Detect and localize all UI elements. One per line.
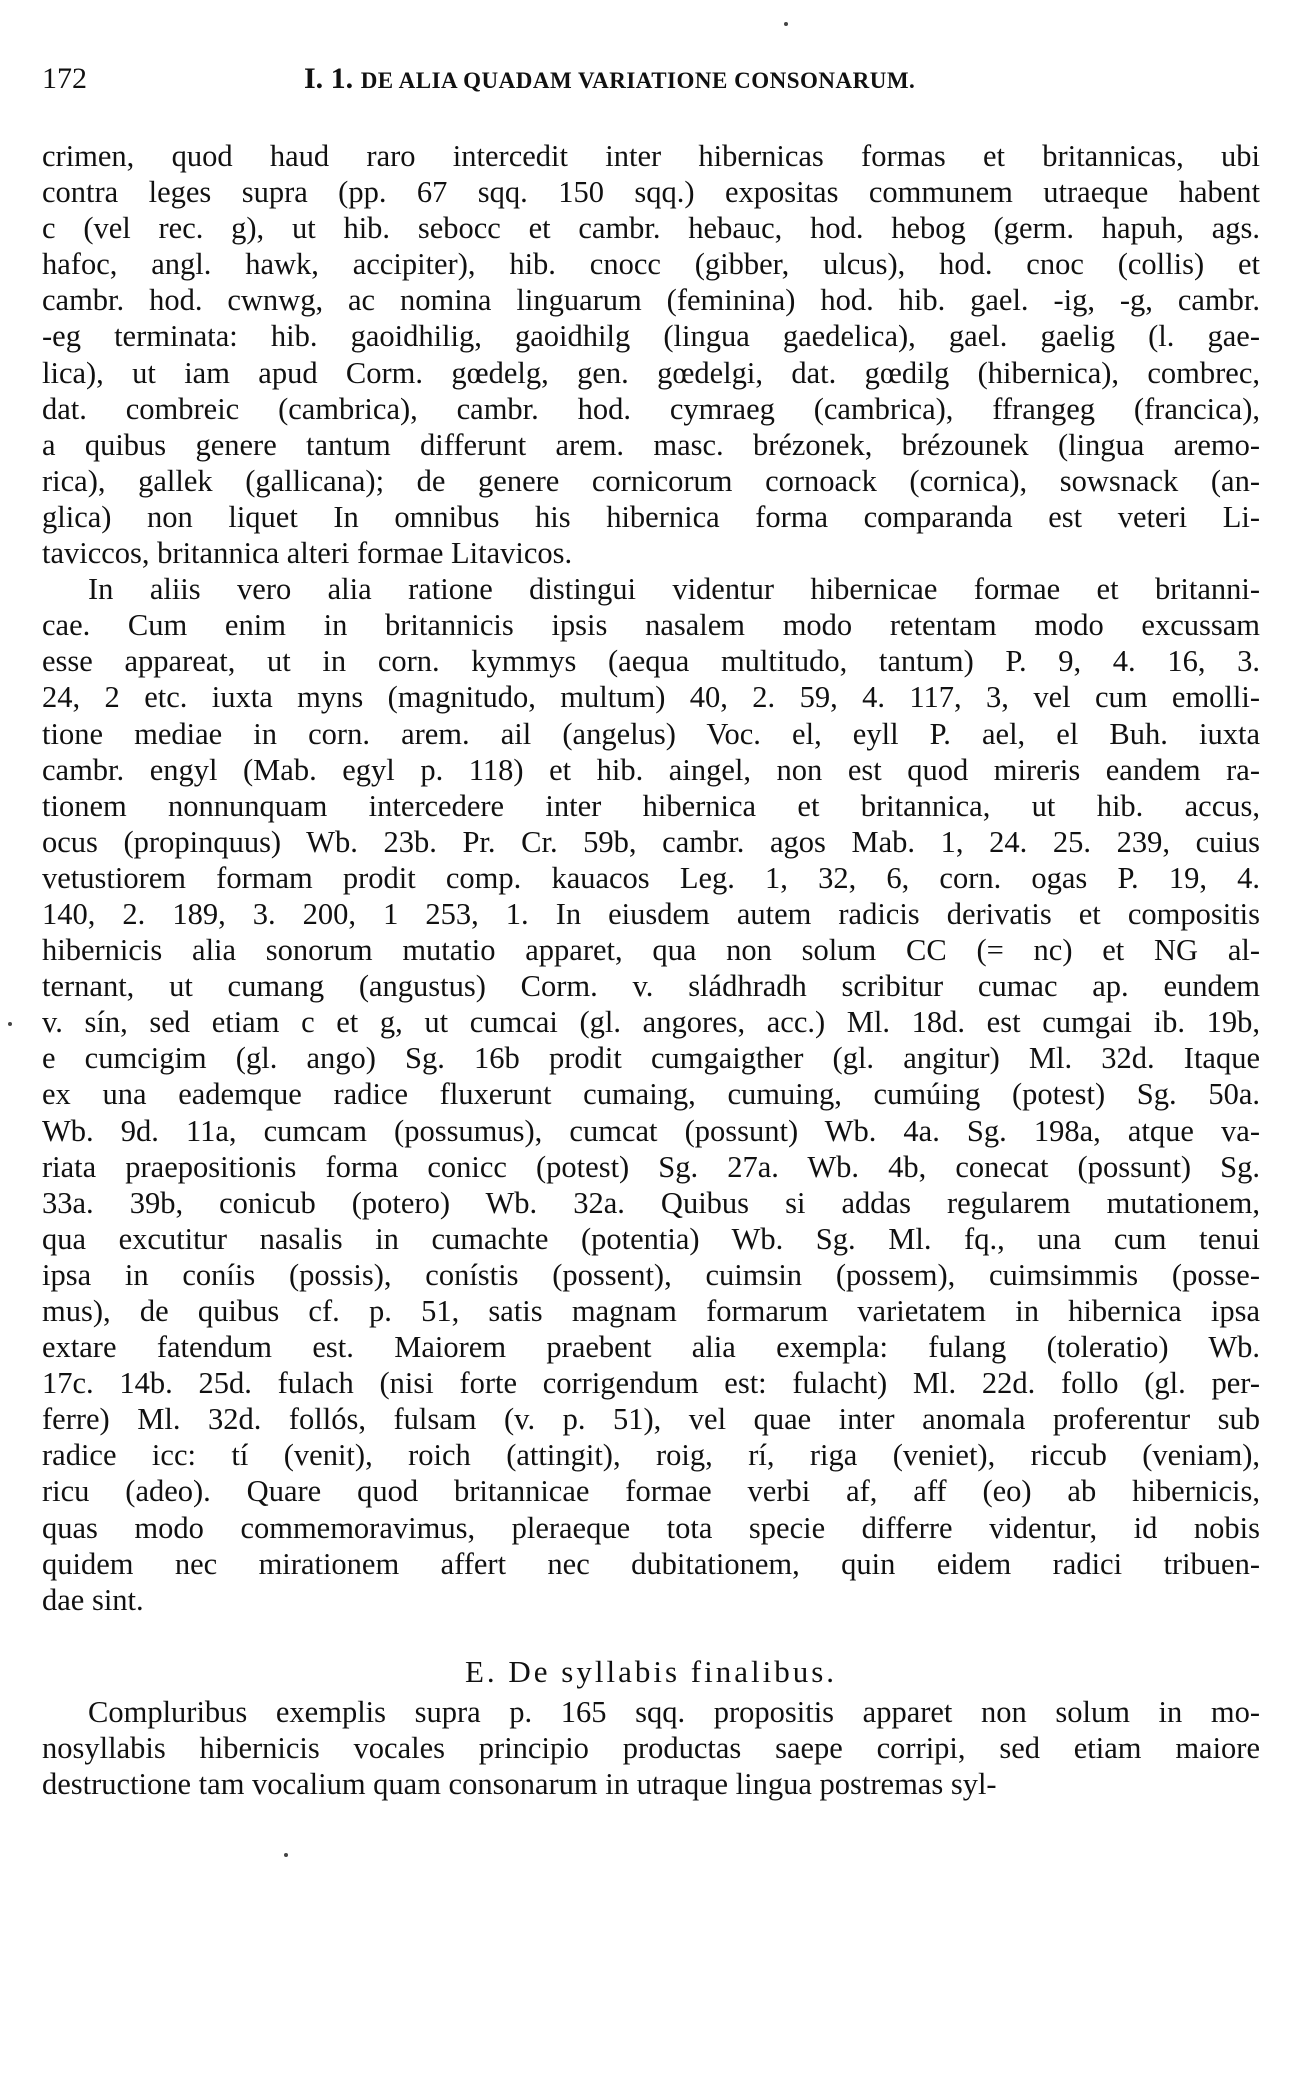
text-line: ex una eademque radice fluxerunt cumaing, cumuing, cumúing (potest) Sg. 50a. [42,1077,1260,1112]
text-line: glica) non liquet In omnibus his hibernica forma comparanda est veteri Li- [42,499,1260,534]
text-line: destructione tam vocalium quam consonarum in utraque lingua postremas syl- [42,1767,997,1802]
text-line: qua excutitur nasalis in cumachte (potentia) Wb. Sg. Ml. fq., una cum tenui [42,1221,1260,1256]
text-line: riata praepositionis forma conicc (potest) Sg. 27a. Wb. 4b, conecat (possunt) Sg. [42,1149,1260,1184]
text-line: esse appareat, ut in corn. kymmys (aequa multitudo, tantum) P. 9, 4. 16, 3. [42,644,1260,679]
printer-speck [8,1022,12,1026]
section-spacer [42,1618,1260,1654]
text-line: mus), de quibus cf. p. 51, satis magnam formarum varietatem in hibernica ipsa [42,1294,1260,1328]
text-line: ocus (propinquus) Wb. 23b. Pr. Cr. 59b, cambr. agos Mab. 1, 24. 25. 239, cuius [42,824,1260,859]
text-line: c (vel rec. g), ut hib. sebocc et cambr. hebauc, hod. hebog (germ. hapuh, ags. [42,211,1260,246]
text-line: lica), ut iam apud Corm. gœdelg, gen. gœdelgi, dat. gœdilg (hibernica), combrec, [42,355,1260,390]
text-line: cambr. engyl (Mab. egyl p. 118) et hib. aingel, non est quod mireris eandem ra- [42,752,1260,787]
text-line: Wb. 9d. 11a, cumcam (possumus), cumcat (possunt) Wb. 4a. Sg. 198a, atque va- [42,1113,1260,1148]
printer-speck [284,1853,288,1857]
text-line: nosyllabis hibernicis vocales principio productas saepe corripi, sed etiam maiore [42,1730,1260,1765]
text-line: vetustiorem formam prodit comp. kauacos Leg. 1, 32, 6, corn. ogas P. 19, 4. [42,860,1260,895]
chapter-number: I. 1. [304,62,354,95]
text-line: 33a. 39b, conicub (potero) Wb. 32a. Quibus si addas regularem mutationem, [42,1185,1260,1220]
printer-speck [784,22,788,26]
section-heading: E. De syllabis finalibus. [464,1653,838,1689]
text-line: hafoc, angl. hawk, accipiter), hib. cnocc (gibber, ulcus), hod. cnoc (collis) et [42,247,1260,282]
text-line: taviccos, britannica alteri formae Litavicos. [42,536,573,571]
text-line: a quibus genere tantum differunt arem. masc. brézonek, brézounek (lingua aremo- [42,427,1260,462]
text-line: hibernicis alia sonorum mutatio apparet, qua non solum CC (= nc) et NG al- [42,933,1260,968]
text-line: e cumcigim (gl. ango) Sg. 16b prodit cumgaigther (gl. angitur) Ml. 32d. Itaque [42,1041,1260,1076]
chapter-title: DE ALIA QUADAM VARIATIONE CONSONARUM. [360,68,916,93]
text-line: ipsa in coníis (possis), conístis (possent), cuimsin (possem), cuimsimmis (posse- [42,1257,1260,1292]
text-line: dat. combreic (cambrica), cambr. hod. cymraeg (cambrica), ffrangeg (francica), [42,391,1260,426]
text-line: rica), gallek (gallicana); de genere cornicorum cornoack (cornica), sowsnack (an- [42,463,1260,498]
page-number: 172 [42,62,87,95]
text-line: dae sint. [42,1582,144,1617]
text-line: ferre) Ml. 32d. follós, fulsam (v. p. 51), vel quae inter anomala proferentur sub [42,1402,1260,1437]
text-line: extare fatendum est. Maiorem praebent alia exempla: fulang (toleratio) Wb. [42,1330,1260,1365]
text-line: 24, 2 etc. iuxta myns (magnitudo, multum) 40, 2. 59, 4. 117, 3, vel cum emolli- [42,680,1260,715]
text-line: tione mediae in corn. arem. ail (angelus) Voc. el, eyll P. ael, el Buh. iuxta [42,716,1260,751]
page-body [42,138,1260,1802]
text-line: ternant, ut cumang (angustus) Corm. v. sládhradh scribitur cumac ap. eundem [42,969,1260,1004]
text-line: Compluribus exemplis supra p. 165 sqq. propositis apparet non solum in mo- [88,1694,1260,1729]
text-line: quidem nec mirationem affert nec dubitationem, quin eidem radici tribuen- [42,1546,1260,1581]
running-title [304,62,915,96]
text-line: quas modo commemoravimus, pleraeque tota specie differre videntur, id nobis [42,1510,1260,1545]
text-line: v. sín, sed etiam c et g, ut cumcai (gl. angores, acc.) Ml. 18d. est cumgai ib. 19b, [42,1005,1260,1040]
text-line: 140, 2. 189, 3. 200, 1 253, 1. In eiusdem autem radicis derivatis et compositis [42,896,1260,931]
text-line: contra leges supra (pp. 67 sqq. 150 sqq.) expositas communem utraeque habent [42,175,1260,210]
text-line: 17c. 14b. 25d. fulach (nisi forte corrigendum est: fulacht) Ml. 22d. follo (gl. per- [42,1366,1260,1401]
running-header [42,62,1262,106]
text-line: ricu (adeo). Quare quod britannicae formae verbi af, aff (eo) ab hibernicis, [42,1474,1260,1509]
text-line: tionem nonnunquam intercedere inter hibernica et britannica, ut hib. accus, [42,788,1260,823]
text-line: radice icc: tí (venit), roich (attingit), roig, rí, riga (veniet), riccub (veniam), [42,1438,1260,1473]
text-line: crimen, quod haud raro intercedit inter hibernicas formas et britannicas, ubi [42,139,1260,173]
text-line: cae. Cum enim in britannicis ipsis nasalem modo retentam modo excussam [42,608,1260,643]
text-line: cambr. hod. cwnwg, ac nomina linguarum (feminina) hod. hib. gael. -ig, -g, cambr. [42,283,1260,318]
text-line: -eg terminata: hib. gaoidhilig, gaoidhilg (lingua gaedelica), gael. gaelig (l. gae- [42,319,1260,354]
text-line: In aliis vero alia ratione distingui videntur hibernicae formae et britanni- [88,572,1260,607]
